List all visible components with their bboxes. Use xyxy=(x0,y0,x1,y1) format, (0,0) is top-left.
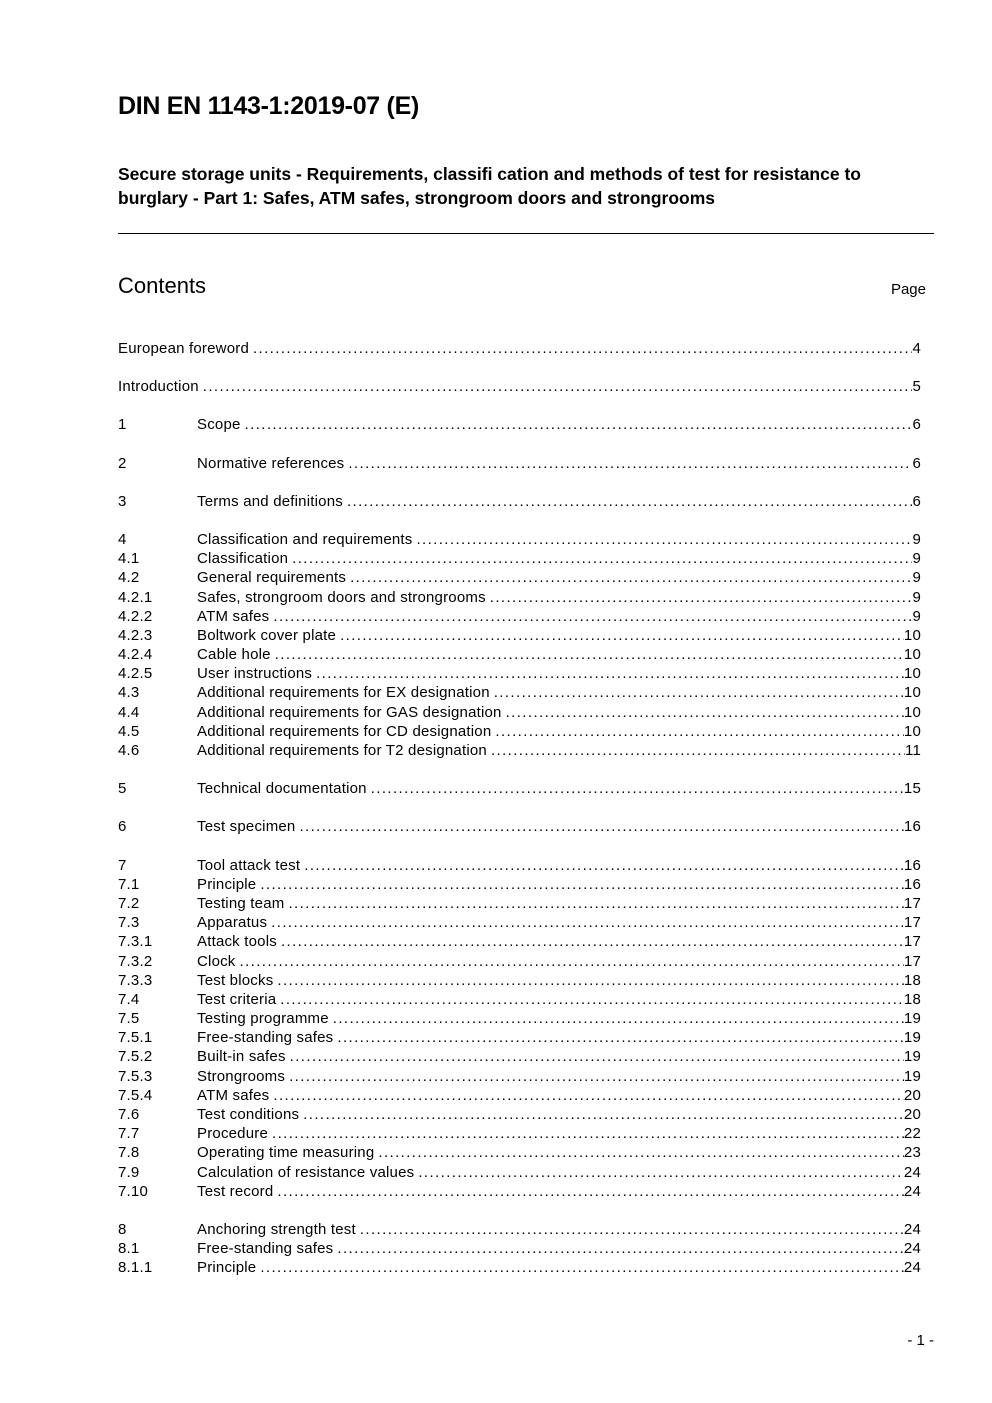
table-of-contents xyxy=(118,339,921,1278)
toc-entry-number: 2 xyxy=(118,454,127,472)
toc-entry-number: 7.4 xyxy=(118,990,140,1008)
toc-entry[interactable] xyxy=(118,1239,921,1258)
toc-entry[interactable] xyxy=(118,568,921,587)
toc-entry-page: 20 xyxy=(903,1106,921,1123)
toc-entry[interactable] xyxy=(118,741,921,760)
toc-dot-leader xyxy=(272,1124,904,1143)
toc-entry-number: 4.2.5 xyxy=(118,665,153,683)
toc-entry-number: 7.5.2 xyxy=(118,1048,153,1066)
toc-dot-leader xyxy=(418,1163,904,1182)
toc-dot-leader xyxy=(333,1009,904,1028)
toc-entry-title: Tool attack test xyxy=(197,856,301,874)
toc-entry[interactable] xyxy=(118,1067,921,1086)
toc-entry-page: 9 xyxy=(912,550,921,568)
toc-entry[interactable] xyxy=(118,645,921,664)
toc-entry-title: Additional requirements for GAS designation xyxy=(197,703,502,721)
toc-entry-title: Safes, strongroom doors and strongrooms xyxy=(197,588,486,606)
toc-entry-number: 7.3.1 xyxy=(118,933,153,951)
toc-entry-title: Strongrooms xyxy=(197,1067,286,1085)
toc-entry-number: 7.5.1 xyxy=(118,1029,153,1047)
toc-entry-title: Boltwork cover plate xyxy=(197,626,337,644)
toc-dot-leader xyxy=(337,1239,904,1258)
toc-dot-leader xyxy=(506,703,904,722)
toc-entry-title: Technical documentation xyxy=(197,780,367,798)
toc-entry[interactable] xyxy=(118,1047,921,1066)
toc-entry-number: 4.1 xyxy=(118,550,140,568)
toc-entry-number: 4.2 xyxy=(118,569,140,587)
toc-entry-title: Test specimen xyxy=(197,818,296,836)
toc-entry[interactable] xyxy=(118,626,921,645)
toc-entry-title: Free-standing safes xyxy=(197,1029,334,1047)
document-id: DIN EN 1143-1:2019-07 (E) xyxy=(118,92,419,120)
toc-dot-leader xyxy=(347,492,913,511)
toc-entry[interactable] xyxy=(118,1143,921,1162)
toc-entry-number: 7.1 xyxy=(118,875,140,893)
toc-entry-page: 24 xyxy=(903,1220,921,1238)
toc-entry-title: Operating time measuring xyxy=(197,1144,375,1162)
toc-entry-title: Classification and requirements xyxy=(197,530,413,548)
toc-entry-number: 4.5 xyxy=(118,722,140,740)
toc-entry-page: 16 xyxy=(903,875,921,893)
toc-dot-leader xyxy=(494,683,904,702)
toc-entry-number: 1 xyxy=(118,416,127,434)
toc-entry-page: 9 xyxy=(912,530,921,548)
toc-dot-leader xyxy=(299,817,903,836)
toc-entry-page: 6 xyxy=(912,454,921,472)
toc-entry-number: 7.10 xyxy=(118,1182,148,1200)
page-column-label: Page xyxy=(890,281,926,298)
toc-entry-number: 7.5.3 xyxy=(118,1067,153,1085)
toc-entry-number: 7.3.2 xyxy=(118,952,153,970)
toc-entry-number: 7.8 xyxy=(118,1144,140,1162)
toc-entry[interactable] xyxy=(118,377,921,396)
toc-entry-page: 19 xyxy=(903,1067,921,1085)
toc-entry-page: 18 xyxy=(903,990,921,1008)
toc-entry-page: 11 xyxy=(905,742,921,759)
toc-dot-leader xyxy=(490,588,913,607)
toc-entry[interactable] xyxy=(118,1220,921,1239)
toc-entry-title: Testing team xyxy=(197,894,285,912)
toc-entry[interactable] xyxy=(118,549,921,568)
toc-dot-leader xyxy=(316,664,904,683)
toc-entry-page: 17 xyxy=(903,933,921,951)
toc-entry-title: Scope xyxy=(197,416,241,434)
toc-dot-leader xyxy=(304,856,904,875)
toc-entry-number: 7.6 xyxy=(118,1106,140,1123)
toc-entry-title: ATM safes xyxy=(197,1086,270,1104)
document-subtitle: Secure storage units - Requirements, classifi cation and methods of test for resistance to burglary - Part 1: Safes, ATM safes, strongroom doors and strongrooms xyxy=(118,164,861,208)
toc-entry-page: 10 xyxy=(903,684,921,702)
toc-entry-title: Calculation of resistance values xyxy=(197,1163,415,1181)
toc-entry-title: Cable hole xyxy=(197,646,271,664)
toc-entry-page: 17 xyxy=(903,952,921,970)
toc-dot-leader xyxy=(260,1258,904,1277)
toc-entry[interactable] xyxy=(118,894,921,913)
toc-entry-page: 6 xyxy=(912,416,921,434)
toc-entry-title: Apparatus xyxy=(197,914,268,932)
toc-entry-number: 5 xyxy=(118,780,127,798)
toc-entry[interactable] xyxy=(118,913,921,932)
toc-entry-title: Procedure xyxy=(197,1125,269,1143)
toc-entry[interactable] xyxy=(118,779,921,798)
toc-entry[interactable] xyxy=(118,1258,921,1277)
toc-entry[interactable] xyxy=(118,415,921,434)
toc-entry-page: 4 xyxy=(912,340,921,357)
toc-entry-number: 7.3.3 xyxy=(118,971,153,989)
toc-entry[interactable] xyxy=(118,722,921,741)
toc-dot-leader xyxy=(240,952,904,971)
toc-entry-page: 10 xyxy=(903,646,921,664)
toc-entry-page: 9 xyxy=(912,569,921,587)
toc-entry-page: 16 xyxy=(903,818,921,836)
toc-dot-leader xyxy=(275,645,904,664)
toc-dot-leader xyxy=(340,626,904,645)
toc-entry-page: 24 xyxy=(903,1240,921,1258)
toc-dot-leader xyxy=(416,530,912,549)
toc-entry-title: Built-in safes xyxy=(197,1048,286,1066)
toc-entry-title: Terms and definitions xyxy=(197,492,343,510)
toc-entry-page: 24 xyxy=(903,1163,921,1181)
toc-dot-leader xyxy=(337,1028,904,1047)
toc-entry-page: 6 xyxy=(912,492,921,510)
toc-dot-leader xyxy=(273,607,912,626)
toc-entry-page: 19 xyxy=(903,1048,921,1066)
toc-entry-page: 15 xyxy=(903,780,921,798)
toc-entry-number: 4 xyxy=(118,530,127,548)
toc-entry-number: 3 xyxy=(118,492,127,510)
toc-entry-title: Principle xyxy=(197,1259,257,1277)
toc-entry-title: Additional requirements for T2 designation xyxy=(197,742,487,759)
toc-dot-leader xyxy=(290,1047,904,1066)
toc-entry-number: 7.5.4 xyxy=(118,1086,153,1104)
toc-entry-number: 4.2.1 xyxy=(118,588,153,606)
toc-entry-page: 5 xyxy=(912,378,921,396)
toc-entry-page: 24 xyxy=(903,1259,921,1277)
toc-entry-page: 17 xyxy=(903,894,921,912)
toc-entry-number: 4.6 xyxy=(118,742,140,759)
toc-entry-title: Test conditions xyxy=(197,1106,300,1123)
toc-entry-number: 7.3 xyxy=(118,914,140,932)
toc-entry-page: 24 xyxy=(903,1182,921,1200)
toc-entry-number: 7.5 xyxy=(118,1010,140,1028)
toc-entry-title: Introduction xyxy=(118,378,199,396)
toc-entry-page: 19 xyxy=(903,1010,921,1028)
toc-entry[interactable] xyxy=(118,339,921,358)
toc-dot-leader xyxy=(292,549,912,568)
contents-heading: Contents xyxy=(118,273,207,298)
toc-entry-page: 10 xyxy=(903,703,921,721)
toc-dot-leader xyxy=(271,913,904,932)
toc-entry-number: 6 xyxy=(118,818,127,836)
toc-entry-title: Additional requirements for EX designation xyxy=(197,684,490,702)
toc-dot-leader xyxy=(281,932,904,951)
toc-entry[interactable] xyxy=(118,1086,921,1105)
toc-dot-leader xyxy=(289,1067,904,1086)
toc-entry-title: Free-standing safes xyxy=(197,1240,334,1258)
toc-entry[interactable] xyxy=(118,454,921,473)
toc-entry-page: 22 xyxy=(903,1125,921,1143)
toc-dot-leader xyxy=(273,1086,904,1105)
toc-entry-title: Classification xyxy=(197,550,289,568)
toc-entry[interactable] xyxy=(118,683,921,702)
toc-entry-number: 7 xyxy=(118,856,127,874)
toc-entry-page: 17 xyxy=(903,914,921,932)
toc-dot-leader xyxy=(350,568,912,587)
toc-entry[interactable] xyxy=(118,932,921,951)
toc-entry-title: Test blocks xyxy=(197,971,274,989)
toc-entry-number: 4.2.2 xyxy=(118,607,153,625)
toc-dot-leader xyxy=(348,454,912,473)
toc-entry-page: 18 xyxy=(903,971,921,989)
toc-entry-page: 9 xyxy=(912,607,921,625)
toc-entry-title: Attack tools xyxy=(197,933,277,951)
toc-entry-title: Testing programme xyxy=(197,1010,329,1028)
toc-entry[interactable] xyxy=(118,1163,921,1182)
toc-entry-number: 4.4 xyxy=(118,703,140,721)
toc-entry-title: Normative references xyxy=(197,454,345,472)
toc-entry[interactable] xyxy=(118,1028,921,1047)
toc-entry-title: ATM safes xyxy=(197,607,270,625)
toc-entry[interactable] xyxy=(118,817,921,836)
toc-entry-number: 8 xyxy=(118,1220,127,1238)
toc-entry[interactable] xyxy=(118,492,921,511)
toc-entry[interactable] xyxy=(118,1105,921,1124)
toc-entry-page: 23 xyxy=(903,1144,921,1162)
toc-dot-leader xyxy=(245,415,913,434)
toc-entry[interactable] xyxy=(118,952,921,971)
toc-entry-title: Anchoring strength test xyxy=(197,1220,356,1238)
toc-entry-title: Clock xyxy=(197,952,236,970)
toc-entry[interactable] xyxy=(118,1182,921,1201)
page-number: - 1 - xyxy=(907,1332,934,1349)
toc-dot-leader xyxy=(491,741,905,760)
toc-entry[interactable] xyxy=(118,971,921,990)
toc-entry[interactable] xyxy=(118,530,921,549)
toc-entry-number: 8.1.1 xyxy=(118,1259,153,1277)
toc-entry-title: European foreword xyxy=(118,340,249,357)
toc-entry[interactable] xyxy=(118,703,921,722)
toc-entry-number: 8.1 xyxy=(118,1240,140,1258)
toc-entry-number: 7.2 xyxy=(118,894,140,912)
toc-entry[interactable] xyxy=(118,1124,921,1143)
toc-entry[interactable] xyxy=(118,1009,921,1028)
toc-entry-title: Principle xyxy=(197,875,257,893)
toc-dot-leader xyxy=(277,971,904,990)
toc-entry-number: 4.2.3 xyxy=(118,626,153,644)
toc-entry-number: 7.7 xyxy=(118,1125,140,1143)
toc-entry-title: Test criteria xyxy=(197,990,277,1008)
toc-entry[interactable] xyxy=(118,664,921,683)
toc-entry-page: 19 xyxy=(903,1029,921,1047)
toc-dot-leader xyxy=(260,875,904,894)
toc-entry[interactable] xyxy=(118,856,921,875)
toc-dot-leader xyxy=(303,1105,904,1124)
toc-dot-leader xyxy=(203,377,913,396)
toc-entry-title: General requirements xyxy=(197,569,347,587)
toc-dot-leader xyxy=(495,722,904,741)
title-divider xyxy=(118,233,934,234)
toc-entry-page: 20 xyxy=(903,1086,921,1104)
toc-entry-page: 10 xyxy=(903,722,921,740)
toc-entry[interactable] xyxy=(118,990,921,1009)
toc-dot-leader xyxy=(360,1220,904,1239)
toc-entry-page: 16 xyxy=(903,856,921,874)
toc-entry-title: User instructions xyxy=(197,665,313,683)
toc-entry[interactable] xyxy=(118,607,921,626)
toc-entry-page: 9 xyxy=(912,588,921,606)
toc-entry[interactable] xyxy=(118,875,921,894)
toc-entry[interactable] xyxy=(118,588,921,607)
toc-dot-leader xyxy=(277,1182,904,1201)
toc-dot-leader xyxy=(253,339,912,358)
toc-entry-page: 10 xyxy=(903,626,921,644)
toc-entry-title: Test record xyxy=(197,1182,274,1200)
toc-dot-leader xyxy=(288,894,903,913)
toc-entry-title: Additional requirements for CD designation xyxy=(197,722,492,740)
toc-entry-number: 4.2.4 xyxy=(118,646,153,664)
toc-dot-leader xyxy=(378,1143,904,1162)
toc-dot-leader xyxy=(280,990,904,1009)
toc-entry-number: 7.9 xyxy=(118,1163,140,1181)
toc-entry-page: 10 xyxy=(903,665,921,683)
toc-dot-leader xyxy=(371,779,904,798)
toc-entry-number: 4.3 xyxy=(118,684,140,702)
